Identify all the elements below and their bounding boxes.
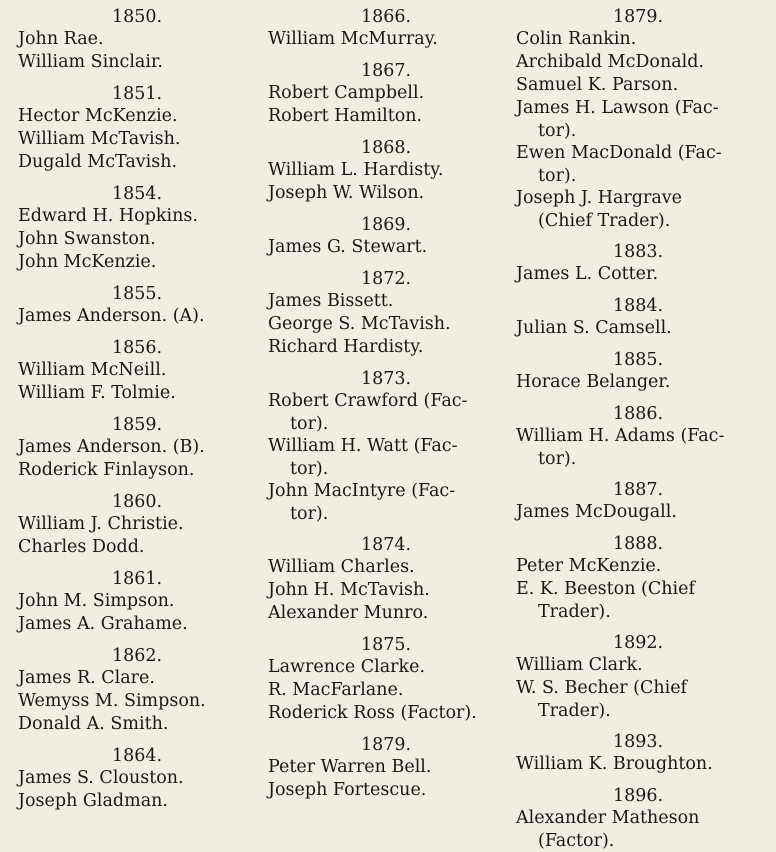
name-line: James Bissett.	[268, 291, 394, 311]
name-line: James G. Stewart.	[268, 237, 428, 257]
name-line: Dugald McTavish.	[18, 152, 178, 172]
year-heading: 1869.	[360, 215, 412, 235]
name-continuation-line: (Factor).	[538, 831, 615, 851]
name-line: Peter McKenzie.	[516, 556, 662, 576]
name-continuation-line: tor).	[538, 166, 577, 186]
name-line: Colin Rankin.	[516, 29, 637, 49]
year-heading: 1864.	[111, 746, 163, 766]
name-entry	[268, 602, 504, 625]
name-entry	[268, 556, 504, 579]
name-entry	[516, 578, 760, 623]
year-group	[516, 241, 760, 286]
name-line: John M. Simpson.	[18, 591, 175, 611]
year-group	[268, 6, 504, 51]
name-line: James R. Clare.	[18, 668, 155, 688]
name-entry	[268, 82, 504, 105]
name-continuation-line: tor).	[290, 459, 329, 479]
name-entry	[268, 435, 504, 480]
year-group	[516, 785, 760, 852]
year-group	[516, 403, 760, 470]
name-entry	[18, 151, 256, 174]
name-line: Roderick Ross (Factor).	[268, 703, 477, 723]
year-heading: 1893.	[612, 732, 664, 752]
name-line: William Clark.	[516, 655, 643, 675]
year-group	[268, 60, 504, 128]
year-group	[268, 534, 504, 625]
name-line: W. S. Becher (Chief	[516, 678, 688, 698]
column-2	[268, 6, 504, 802]
year-group	[18, 745, 256, 813]
year-group	[268, 634, 504, 725]
name-entry	[18, 251, 256, 274]
name-line: Julian S. Camsell.	[516, 318, 672, 338]
name-entry	[18, 28, 256, 51]
name-entry	[516, 142, 760, 187]
year-group	[516, 295, 760, 340]
name-entry	[268, 779, 504, 802]
name-entry	[516, 51, 760, 74]
name-line: John Swanston.	[18, 229, 156, 249]
name-entry	[18, 713, 256, 736]
name-entry	[18, 382, 256, 405]
name-entry	[268, 313, 504, 336]
name-entry	[268, 236, 504, 259]
year-group	[268, 734, 504, 802]
year-group	[18, 414, 256, 482]
year-group	[268, 268, 504, 359]
year-heading: 1879.	[360, 735, 412, 755]
name-entry	[18, 305, 256, 328]
year-group	[18, 645, 256, 736]
name-entry	[516, 677, 760, 722]
name-line: Donald A. Smith.	[18, 714, 169, 734]
year-heading: 1866.	[360, 7, 412, 27]
name-line: Roderick Finlayson.	[18, 460, 195, 480]
name-line: James A. Grahame.	[18, 614, 188, 634]
name-continuation-line: Trader).	[538, 602, 611, 622]
year-group	[516, 632, 760, 722]
name-line: William J. Christie.	[18, 514, 184, 534]
name-entry	[268, 290, 504, 313]
name-entry	[516, 187, 760, 232]
year-heading: 1861.	[111, 569, 163, 589]
name-line: Joseph Gladman.	[18, 791, 168, 811]
name-entry	[268, 182, 504, 205]
name-line: John H. McTavish.	[268, 580, 430, 600]
name-entry	[18, 228, 256, 251]
year-group	[18, 283, 256, 328]
name-entry	[18, 205, 256, 228]
name-entry	[18, 667, 256, 690]
name-entry	[516, 555, 760, 578]
year-group	[516, 731, 760, 776]
year-group	[18, 568, 256, 636]
year-heading: 1874.	[360, 535, 412, 555]
name-continuation-line: (Chief Trader).	[538, 211, 671, 231]
name-line: William L. Hardisty.	[268, 160, 444, 180]
name-line: Charles Dodd.	[18, 537, 145, 557]
year-heading: 1862.	[111, 646, 163, 666]
year-heading: 1854.	[111, 184, 163, 204]
name-line: Ewen MacDonald (Fac-	[516, 143, 722, 163]
name-entry	[516, 371, 760, 394]
year-heading: 1873.	[360, 369, 412, 389]
name-line: Joseph J. Hargrave	[516, 188, 683, 208]
name-line: Joseph Fortescue.	[268, 780, 427, 800]
name-line: William Charles.	[268, 557, 415, 577]
year-group	[516, 533, 760, 623]
year-heading: 1886.	[612, 404, 664, 424]
name-line: Alexander Matheson	[516, 808, 700, 828]
name-continuation-line: tor).	[290, 504, 329, 524]
year-heading: 1860.	[111, 492, 163, 512]
year-group	[268, 368, 504, 525]
name-entry	[18, 613, 256, 636]
name-line: E. K. Beeston (Chief	[516, 579, 695, 599]
year-heading: 1850.	[111, 7, 163, 27]
name-line: R. MacFarlane.	[268, 680, 404, 700]
year-heading: 1872.	[360, 269, 412, 289]
year-heading: 1851.	[111, 84, 163, 104]
year-group	[516, 6, 760, 232]
name-line: George S. McTavish.	[268, 314, 451, 334]
name-entry	[516, 501, 760, 524]
name-entry	[516, 753, 760, 776]
year-group	[18, 337, 256, 405]
name-line: Wemyss M. Simpson.	[18, 691, 206, 711]
year-heading: 1868.	[360, 138, 412, 158]
year-group	[18, 491, 256, 559]
name-line: Richard Hardisty.	[268, 337, 424, 357]
name-entry	[18, 536, 256, 559]
year-heading: 1883.	[612, 242, 664, 262]
year-group	[18, 83, 256, 174]
name-entry	[18, 767, 256, 790]
name-line: Edward H. Hopkins.	[18, 206, 198, 226]
name-line: Alexander Munro.	[268, 603, 429, 623]
name-line: William H. Adams (Fac-	[516, 426, 725, 446]
name-entry	[18, 690, 256, 713]
name-line: Robert Campbell.	[268, 83, 425, 103]
name-line: James Anderson. (B).	[18, 437, 205, 457]
name-entry	[268, 105, 504, 128]
name-line: Lawrence Clarke.	[268, 657, 426, 677]
name-entry	[268, 336, 504, 359]
name-line: William F. Tolmie.	[18, 383, 176, 403]
name-entry	[268, 159, 504, 182]
year-group	[516, 479, 760, 524]
name-entry	[18, 590, 256, 613]
name-line: William McMurray.	[268, 29, 438, 49]
name-entry	[268, 679, 504, 702]
name-entry	[268, 579, 504, 602]
name-line: Horace Belanger.	[516, 372, 671, 392]
name-line: Samuel K. Parson.	[516, 75, 679, 95]
name-line: James S. Clouston.	[18, 768, 184, 788]
year-heading: 1875.	[360, 635, 412, 655]
name-continuation-line: tor).	[538, 121, 577, 141]
name-entry	[18, 128, 256, 151]
year-heading: 1884.	[612, 296, 664, 316]
year-heading: 1896.	[612, 786, 664, 806]
year-heading: 1888.	[612, 534, 664, 554]
year-group	[516, 349, 760, 394]
name-line: James H. Lawson (Fac-	[516, 98, 719, 118]
name-line: William McNeill.	[18, 360, 167, 380]
name-line: Joseph W. Wilson.	[268, 183, 425, 203]
name-line: James L. Cotter.	[516, 264, 659, 284]
name-entry	[268, 702, 504, 725]
name-entry	[516, 654, 760, 677]
name-line: William K. Broughton.	[516, 754, 713, 774]
name-line: James McDougall.	[516, 502, 677, 522]
name-line: John Rae.	[18, 29, 104, 49]
name-line: Hector McKenzie.	[18, 106, 178, 126]
name-line: Archibald McDonald.	[516, 52, 705, 72]
name-entry	[516, 425, 760, 470]
year-group	[18, 183, 256, 274]
year-heading: 1855.	[111, 284, 163, 304]
name-continuation-line: Trader).	[538, 701, 611, 721]
name-entry	[268, 656, 504, 679]
name-line: William H. Watt (Fac-	[268, 436, 458, 456]
name-entry	[516, 317, 760, 340]
name-line: Robert Crawford (Fac-	[268, 391, 468, 411]
year-group	[18, 6, 256, 74]
name-line: William McTavish.	[18, 129, 181, 149]
year-group	[268, 214, 504, 259]
name-line: William Sinclair.	[18, 52, 163, 72]
year-heading: 1887.	[612, 480, 664, 500]
year-heading: 1879.	[612, 7, 664, 27]
name-continuation-line: tor).	[290, 414, 329, 434]
year-group	[268, 137, 504, 205]
name-entry	[18, 513, 256, 536]
name-entry	[516, 74, 760, 97]
name-entry	[268, 756, 504, 779]
column-1	[18, 6, 256, 813]
name-entry	[516, 263, 760, 286]
name-entry	[18, 359, 256, 382]
name-entry	[268, 480, 504, 525]
name-line: James Anderson. (A).	[18, 306, 205, 326]
name-entry	[516, 97, 760, 142]
year-heading: 1867.	[360, 61, 412, 81]
column-3	[516, 6, 760, 852]
name-entry	[18, 790, 256, 813]
name-continuation-line: tor).	[538, 449, 577, 469]
year-heading: 1859.	[111, 415, 163, 435]
name-entry	[18, 51, 256, 74]
year-heading: 1885.	[612, 350, 664, 370]
year-heading: 1856.	[111, 338, 163, 358]
name-line: John McKenzie.	[18, 252, 157, 272]
name-entry	[18, 105, 256, 128]
name-entry	[268, 390, 504, 435]
name-line: Peter Warren Bell.	[268, 757, 432, 777]
name-entry	[18, 436, 256, 459]
name-line: Robert Hamilton.	[268, 106, 423, 126]
name-line: John MacIntyre (Fac-	[268, 481, 456, 501]
name-entry	[268, 28, 504, 51]
name-entry	[18, 459, 256, 482]
name-entry	[516, 807, 760, 852]
year-heading: 1892.	[612, 633, 664, 653]
name-entry	[516, 28, 760, 51]
